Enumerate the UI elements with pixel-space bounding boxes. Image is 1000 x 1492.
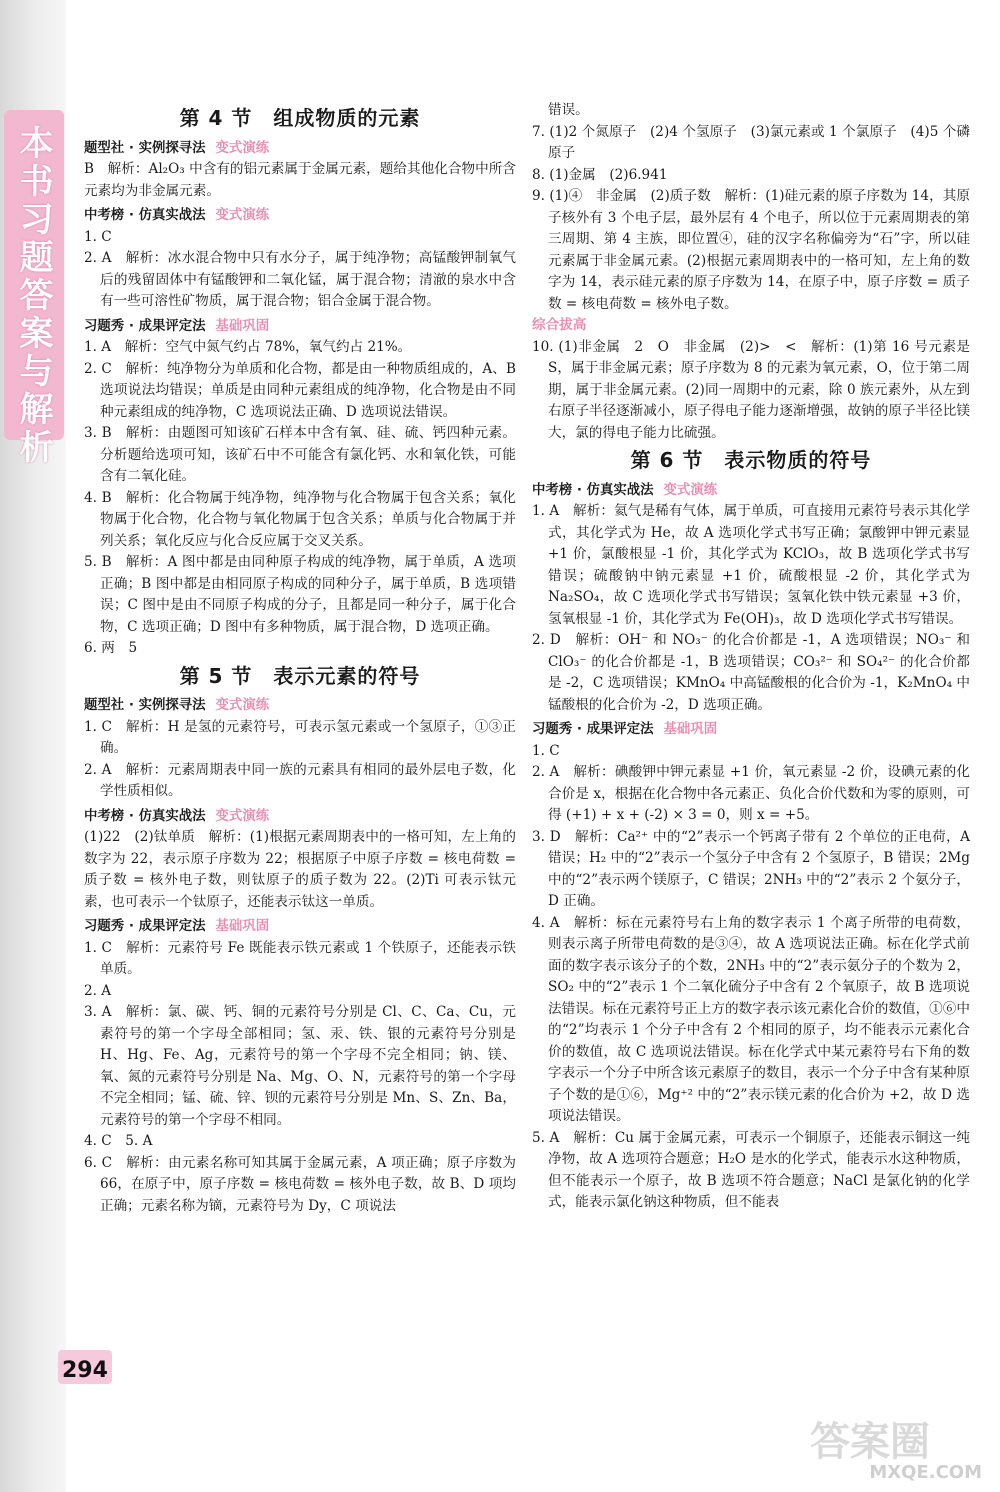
subheading-tag: 基础巩固 (215, 919, 270, 934)
answer-item: (1)22 (2)钛单质 解析：(1)根据元素周期表中的一格可知，左上角的数字为 22，表示原子序数为 22；根据原子中原子序数 = 核电荷数 = 质子数 = 核外电子数，则钛原子的质子数为 22。(2)Ti 可表示钛元素，也可表示一个钛原子，还能表示钛这一单质。 (84, 829, 516, 910)
subheading (84, 316, 516, 338)
answer-item: 5. A 解析：Cu 属于金属元素，可表示一个铜原子，还能表示铜这一纯净物，故 A 选项符合题意；H₂O 是水的化学式，能表示水这种物质，但不能表示一个原子，故 B 选项不符合题意；NaCl 是氯化钠的化学式，能表示氯化钠这种物质，但不能表 (532, 1129, 970, 1210)
right-column (532, 100, 970, 1214)
answer-item: 2. A 解析：碘酸钾中钾元素显 +1 价，氧元素显 -2 价，设碘元素的化合价是 x，根据在化合物中各元素正、负化合价代数和为零的原则，可得 (+1) + x + (-2) × 3 = 0，则 x = +5。 (532, 764, 970, 823)
answer-item: 2. A (84, 982, 112, 999)
subheading (84, 138, 516, 160)
answer-continuation: 错误。 (548, 102, 589, 118)
left-column (84, 102, 516, 1217)
answer-item: 5. B 解析：A 图中都是由同种原子构成的纯净物，属于单质，A 选项正确；B 图中都是由相同原子构成的同种分子，属于单质，B 选项错误；C 图中是由不同原子构成的分子，且都是同一种分子，属于化合物，C 选项正确；D 图中有多种物质，属于混合物，D 选项正确。 (84, 554, 516, 635)
answer-item: 8. (1)金属 (2)6.941 (532, 166, 668, 183)
subheading-tag: 综合拔高 (532, 317, 587, 333)
subheading-text: 中考榜 · 仿真实战法 (532, 482, 654, 498)
subheading (84, 806, 516, 828)
subheading-text: 习题秀 · 成果评定法 (532, 722, 654, 737)
answer-item: 4. C 5. A (84, 1133, 153, 1149)
answer-item: 2. C 解析：纯净物分为单质和化合物，都是由一种物质组成的，A、B 选项说法均错误；单质是由同种元素组成的纯净物，化合物是由不同种元素组成的纯净物，C 选项说法正确、D 选项说法错误。 (84, 360, 516, 420)
answer-item: 1. A 解析：氦气是稀有气体，属于单质，可直接用元素符号表示其化学式，其化学式为 He，故 A 选项化学式书写正确；氯酸钾中钾元素显 +1 价，氯酸根显 -1 价，其化学式为 KClO₃，故 B 选项化学式书写错误；硫酸钠中钠元素显 +1 价，硫酸根显 -2 价，其化学式为 Na₂SO₄，故 C 选项化学式书写错误；氢氧化铁中铁元素显 +3 价，氢氧根显 -1 价，其化学式为 Fe(OH)₃，故 D 选项化学式书写错误。 (532, 503, 970, 627)
answer-item: 4. B 解析：化合物属于纯净物，纯净物与化合物属于包含关系；氧化物属于化合物，化合物与氧化物属于包含关系；单质与化合物属于并列关系；氧化反应与化合反应属于交叉关系。 (84, 489, 516, 549)
answer-item: 10. (1)非金属 2 O 非金属 (2)> < 解析：(1)第 16 号元素是 S，属于非金属元素；原子序数为 8 的元素为氧元素，O，位于第二周期，属于非金属元素。(2)同一周期中的元素，除 0 族元素外，从左到右原子半径逐渐减小，原子得电子能力逐渐增强，故钠的原子半径比镁大，氯的得电子能力比硫强。 (532, 338, 970, 441)
sidebar (0, 0, 66, 1492)
sidebar-title: 本书习题答案与解析 (13, 125, 53, 467)
subheading (84, 695, 516, 717)
subheading (84, 916, 516, 938)
subheading-tag: 变式演练 (215, 698, 270, 713)
watermark-url: MXQE.COM (869, 1462, 982, 1483)
answer-item: 3. D 解析：Ca²⁺ 中的“2”表示一个钙离子带有 2 个单位的正电荷，A 错误；H₂ 中的“2”表示一个氢分子中含有 2 个氢原子，B 错误；2Mg 中的“2”表示两个镁原子，C 错误；2NH₃ 中的“2”表示 2 个氨分子，D 正确。 (532, 828, 970, 909)
subheading-text: 题型社 · 实例探寻法 (84, 698, 206, 713)
answer-item: B 解析：Al₂O₃ 中含有的铝元素属于金属元素，题给其他化合物中所含元素均为非金属元素。 (84, 161, 516, 199)
page-number: 294 (62, 1358, 108, 1383)
subheading-text: 习题秀 · 成果评定法 (84, 919, 206, 934)
answer-item: 4. A 解析：标在元素符号右上角的数字表示 1 个离子所带的电荷数，则表示离子所带电荷数的是③④，故 A 选项说法正确。标在化学式前面的数字表示该分子的个数，2NH₃ 中的“2”表示氨分子的个数为 2，SO₂ 中的“2”表示 1 个二氧化硫分子中含有 2 个氧原子，故 B 选项说法错误。标在元素符号正上方的数字表示该元素化合价的数值，①⑥中的“2”均表示 1 个分子中含有 2 个相同的原子，均不能表示元素化合价的数值，故 C 选项说法错误。标在化学式中某元素符号右下角的数字表示一个分子中所含该元素原子的数目，表示一个分子中含有某种原子个数的是①⑥，Mg⁺² 中的“2”表示镁元素的化合价为 +2，故 D 选项说法错误。 (532, 914, 970, 1124)
answer-item: 2. D 解析：OH⁻ 和 NO₃⁻ 的化合价都是 -1，A 选项错误；NO₃⁻ 和 ClO₃⁻ 的化合价都是 -1，B 选项错误；CO₃²⁻ 和 SO₄²⁻ 的化合价都是 -2，C 选项错误；KMnO₄ 中高锰酸根的化合价为 -1，K₂MnO₄ 中锰酸根的化合价为 -2，D 选项正确。 (532, 632, 970, 713)
subheading-text: 中考榜 · 仿真实战法 (84, 808, 206, 824)
subheading-tag: 基础巩固 (663, 722, 718, 737)
answer-item: 6. 两 5 (84, 640, 138, 656)
section-4-title: 第 4 节 组成物质的元素 (179, 106, 421, 130)
subheading (532, 719, 970, 741)
section-6-title: 第 6 节 表示物质的符号 (630, 448, 872, 472)
answer-item: 7. (1)2 个氮原子 (2)4 个氢原子 (3)氯元素或 1 个氯原子 (4)5 个磷原子 (532, 123, 970, 161)
subheading-tag: 变式演练 (215, 808, 270, 824)
answer-item: 2. A 解析：元素周期表中同一族的元素具有相同的最外层电子数，化学性质相似。 (84, 761, 516, 799)
answer-item: 6. C 解析：由元素名称可知其属于金属元素，A 项正确；原子序数为 66，在原子中，原子序数 = 核电荷数 = 核外电子数，故 B、D 项均正确；元素名称为镝，元素符号为 Dy，C 项说法 (84, 1154, 516, 1214)
answer-item: 3. B 解析：由题图可知该矿石样本中含有氧、硅、硫、钙四种元素。分析题给选项可知，该矿石中不可能含有氯化钙、水和氧化铁，可能含有二氧化硅。 (84, 425, 516, 484)
answer-item: 9. (1)④ 非金属 (2)质子数 解析：(1)硅元素的原子序数为 14，其原子核外有 3 个电子层，最外层有 4 个电子，所以位于元素周期表的第三周期、第 4 主族，即位置④，硅的汉字名称偏旁为“石”字，所以硅元素属于非金属元素。(2)根据元素周期表中的一格可知，左上角的数字为 14，表示硅元素的原子序数为 14，在原子中，原子序数 = 质子数 = 核电荷数 = 核外电子数。 (532, 188, 970, 312)
subheading-tag: 变式演练 (215, 140, 270, 156)
subheading-tag: 变式演练 (215, 208, 270, 223)
subheading-tag: 变式演练 (663, 482, 718, 498)
subheading (532, 480, 970, 502)
subheading-text: 中考榜 · 仿真实战法 (84, 208, 206, 223)
answer-item: 2. A 解析：冰水混合物中只有水分子，属于纯净物；高锰酸钾制氧气后的残留固体中有锰酸钾和二氧化锰，属于混合物；清澈的泉水中含有一些可溶性矿物质，属于混合物；铝合金属于混合物。 (84, 250, 516, 309)
answer-item: 1. C 解析：H 是氢的元素符号，可表示氢元素或一个氢原子，①③正确。 (84, 718, 516, 756)
subheading (84, 205, 516, 227)
subheading-text: 题型社 · 实例探寻法 (84, 140, 206, 156)
answer-item: 1. C (84, 228, 112, 245)
answer-item: 1. C 解析：元素符号 Fe 既能表示铁元素或 1 个铁原子，还能表示铁单质。 (84, 939, 516, 977)
answer-item: 1. A 解析：空气中氮气约占 78%，氧气约占 21%。 (84, 339, 412, 355)
answer-item: 3. A 解析：氯、碳、钙、铜的元素符号分别是 Cl、C、Ca、Cu，元素符号的第一个字母全部相同；氢、汞、铁、银的元素符号分别是 H、Hg、Fe、Ag，元素符号的第一个字母不完全相同；钠、镁、氧、氮的元素符号分别是 Na、Mg、O、N，元素符号的第一个字母不完全相同；锰、硫、锌、钡的元素符号分别是 Mn、S、Zn、Ba，元素符号的第一个字母不相同。 (84, 1004, 516, 1128)
answer-item: 1. C (532, 742, 560, 759)
section-5-title: 第 5 节 表示元素的符号 (179, 663, 421, 688)
subheading-tag: 基础巩固 (215, 318, 270, 334)
watermark-logo: 答案圈 (810, 1419, 930, 1465)
subheading-text: 习题秀 · 成果评定法 (84, 318, 206, 334)
